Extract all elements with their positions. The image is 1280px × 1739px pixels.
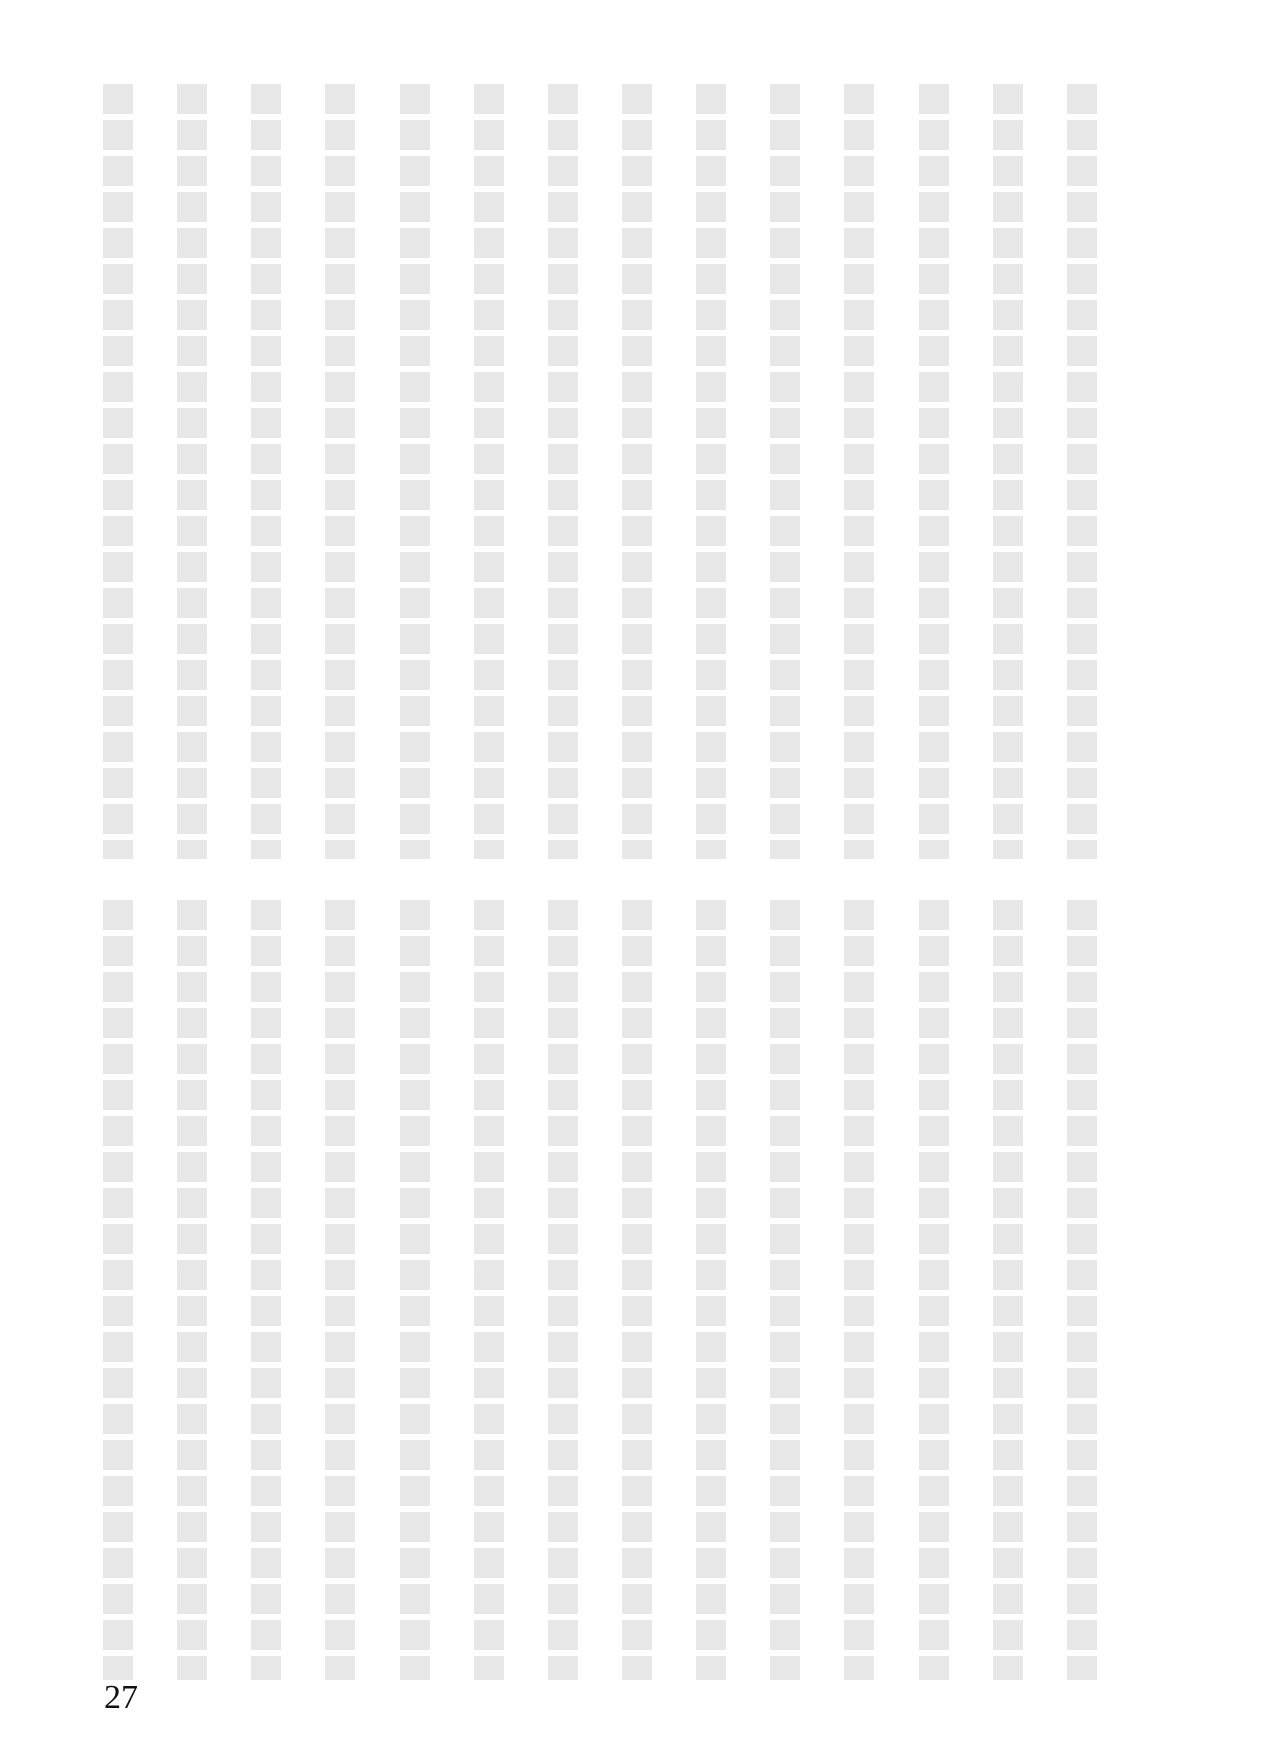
text-column [397, 84, 433, 859]
text-column [1064, 84, 1100, 859]
text-column [916, 900, 952, 1680]
page-number: 27 [104, 1679, 138, 1716]
text-column [248, 900, 284, 1680]
text-column [322, 900, 358, 1680]
text-column [1064, 900, 1100, 1680]
text-column [248, 84, 284, 859]
text-block-top [100, 84, 1100, 859]
text-column [619, 84, 655, 859]
text-column [545, 900, 581, 1680]
text-column [693, 84, 729, 859]
text-column [916, 84, 952, 859]
text-column [693, 900, 729, 1680]
text-column [990, 84, 1026, 859]
text-column [174, 900, 210, 1680]
text-column [841, 84, 877, 859]
text-column [619, 900, 655, 1680]
text-column [174, 84, 210, 859]
text-column [990, 900, 1026, 1680]
text-column [471, 900, 507, 1680]
text-column [841, 900, 877, 1680]
text-column [322, 84, 358, 859]
text-column [471, 84, 507, 859]
text-column [767, 84, 803, 859]
text-column [397, 900, 433, 1680]
text-column [545, 84, 581, 859]
text-column [100, 900, 136, 1680]
text-column [100, 84, 136, 859]
text-column [767, 900, 803, 1680]
text-block-bottom [100, 900, 1100, 1680]
